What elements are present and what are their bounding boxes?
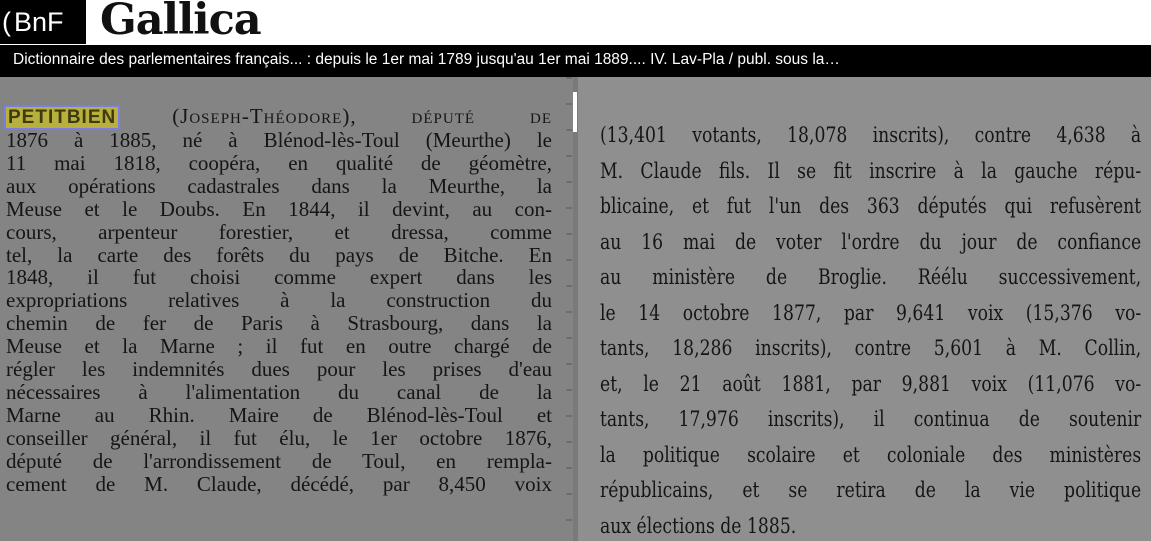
gallica-logo[interactable]: Gallica [100, 0, 261, 45]
text-line: 11 mai 1818, coopéra, en qualité de géomètre, [6, 150, 552, 175]
text-line: nécessaires à l'alimentation du canal de la [6, 379, 552, 404]
bnf-logo-bracket: ( [2, 7, 11, 37]
text-line: blicaine, et fut l'un des 363 députés qui refusèrent [600, 194, 1142, 218]
text-line: conseiller général, il fut élu, le 1er octobre 1876, [6, 425, 552, 450]
text-line: tants, 17,976 inscrits), il continua de soutenir [600, 407, 1142, 431]
text-line: cours, arpenteur forestier, et dressa, comme [6, 219, 552, 244]
text-line: (13,401 votants, 18,078 inscrits), contre 4,638 à [600, 123, 1142, 147]
text-line: le 14 octobre 1877, par 9,641 voix (15,376 vo- [600, 300, 1142, 325]
document-title-bar [0, 45, 1151, 77]
page-right-column [578, 77, 1151, 541]
search-highlight[interactable]: PETITBIEN [8, 107, 117, 128]
text-line: député de l'arrondissement de Toul, en rempla- [6, 448, 552, 473]
text-line: Meuse et le Doubs. En 1844, il devint, au con- [6, 196, 552, 221]
text-line: au 16 mai de voter l'ordre du jour de confiance [600, 229, 1142, 254]
text-line: la politique scolaire et coloniale des ministères [600, 442, 1142, 467]
site-header [0, 0, 1151, 45]
bnf-logo-text: BnF [14, 7, 64, 37]
page-left-column [0, 77, 573, 541]
text-line: républicains, et se retira de la vie politique [600, 478, 1142, 502]
column-divider-gap [573, 92, 577, 132]
text-line: Meuse et la Marne ; il fut en outre chargé de [6, 334, 552, 359]
text-line: 1848, il fut choisi comme expert dans les [6, 265, 552, 290]
text-line: au ministère de Broglie. Réélu successivement, [600, 265, 1142, 289]
text-line: expropriations relatives à la construction du [6, 288, 552, 313]
text-line: cement de M. Claude, décédé, par 8,450 voix [6, 471, 552, 496]
text-line: 1876 à 1885, né à Blénod-lès-Toul (Meurthe) le [6, 128, 552, 152]
entry-name: (Joseph-Théodore), député de [172, 104, 552, 128]
text-line: aux opérations cadastrales dans la Meurthe, la [6, 173, 552, 198]
text-line: régler les indemnités dues pour les prises d'eau [6, 357, 552, 381]
text-line [6, 105, 552, 129]
bnf-logo[interactable] [0, 0, 86, 44]
document-page-viewer[interactable] [0, 77, 1151, 541]
text-line: et, le 21 août 1881, par 9,881 voix (11,076 vo- [600, 371, 1142, 396]
text-line: chemin de fer de Paris à Strasbourg, dans la [6, 311, 552, 336]
text-line: Marne au Rhin. Maire de Blénod-lès-Toul et [6, 402, 552, 427]
text-line: tants, 18,286 inscrits), contre 5,601 à M. Collin, [600, 336, 1142, 360]
text-line: tel, la carte des forêts du pays de Bitche. En [6, 242, 552, 267]
text-line: aux élections de 1885. [600, 513, 797, 538]
text-line: M. Claude fils. Il se fit inscrire à la gauche répu- [600, 158, 1142, 183]
scan-edge-marks [566, 77, 572, 541]
document-title: Dictionnaire des parlementaires français... : depuis le 1er mai 1789 jusqu'au 1er mai 1889.... IV. Lav-Pla / publ. sous la… [13, 51, 840, 68]
